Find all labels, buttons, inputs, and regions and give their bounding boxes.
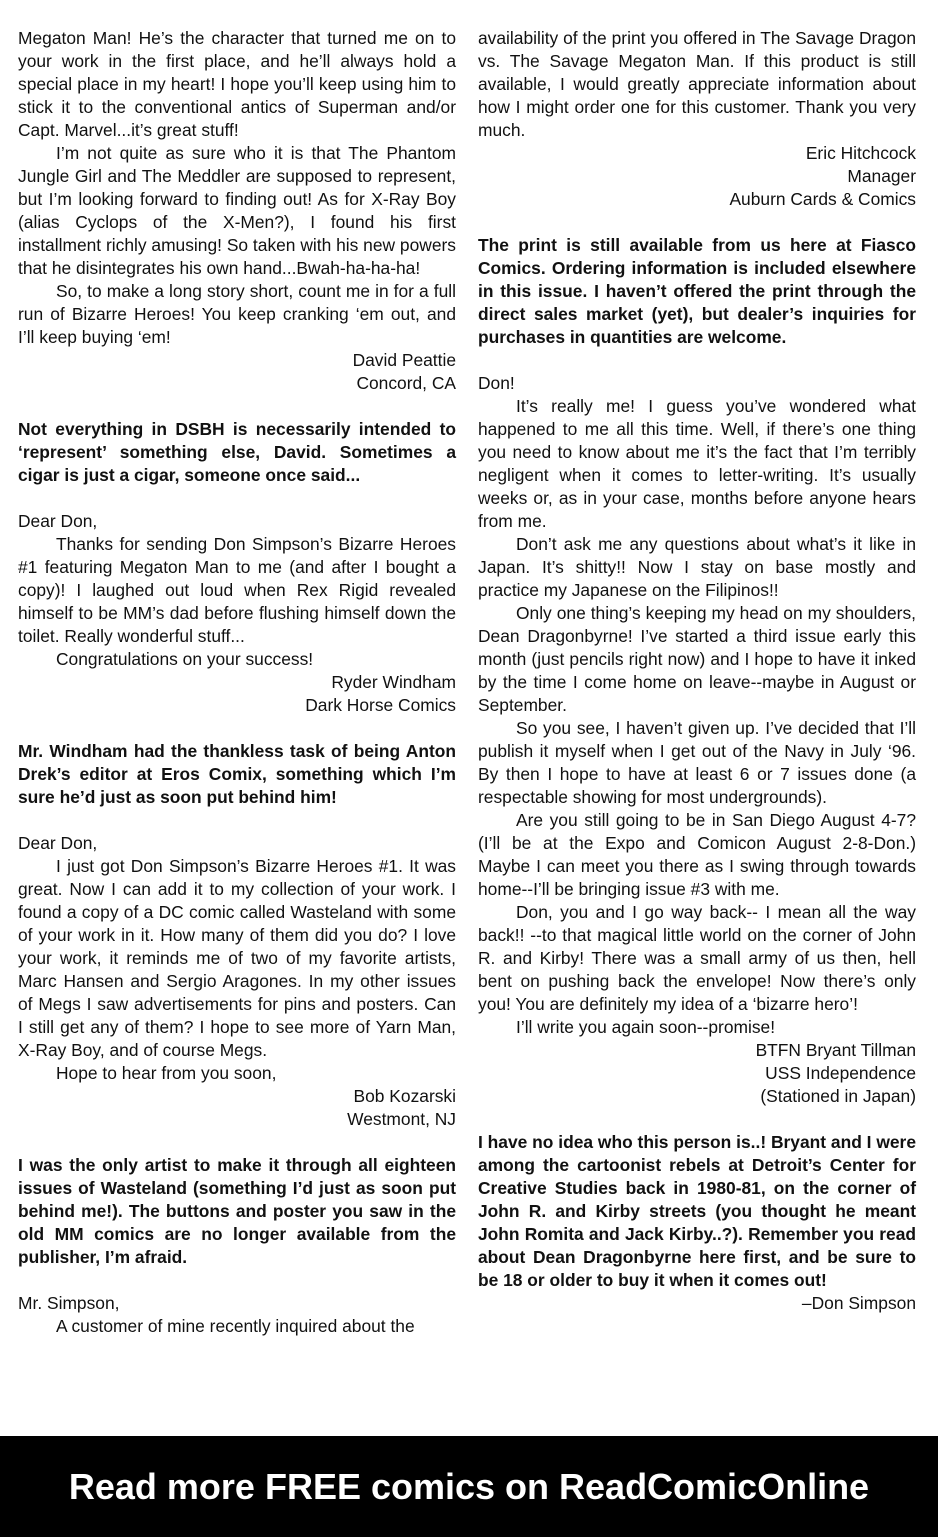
- letter-paragraph: Thanks for sending Don Simpson’s Bizarre Heroes #1 featuring Megaton Man to me (and after I bought a copy)! I laughed out loud when Rex Rigid revealed himself to be MM’s dad before flushing himself down the toilet. Really wonderful stuff...: [18, 534, 456, 646]
- signature-line: (Stationed in Japan): [760, 1086, 916, 1106]
- signature-line: USS Independence: [765, 1063, 916, 1083]
- letter-paragraph: Are you still going to be in San Diego August 4-7? (I’ll be at the Expo and Comicon August 2-8-Don.) Maybe I can meet you there as I swing through towards home--I’ll be bringing issue #3 with me.: [478, 810, 916, 899]
- letter-paragraph: So, to make a long story short, count me in for a full run of Bizarre Heroes! You keep cranking ‘em out, and I’ll keep buying ‘em!: [18, 281, 456, 347]
- paragraph-gap: [478, 211, 916, 234]
- paragraph-gap: [18, 809, 456, 832]
- paragraph-gap: [18, 395, 456, 418]
- letter-paragraph: Don!: [478, 373, 515, 393]
- letter-paragraph: Only one thing’s keeping my head on my shoulders, Dean Dragonbyrne! I’ve started a third issue early this month (just pencils right now) and I hope to have it inked by the time I come home on leave--maybe in August or September.: [478, 603, 916, 715]
- signature-line: Ryder Windham: [331, 672, 456, 692]
- editor-response: I have no idea who this person is..! Bryant and I were among the cartoonist rebels at Detroit’s Center for Creative Studies back in 1980-81, on the corner of John R. and Kirby streets (you thought he meant John Romita and Jack Kirby..?). Remember you read about Dean Dragonbyrne here first, and be sure to be 18 or older to buy it when it comes out!: [478, 1132, 916, 1290]
- signature-line: Dark Horse Comics: [305, 695, 456, 715]
- letter-paragraph: I’m not quite as sure who it is that The Phantom Jungle Girl and The Meddler are supposed to represent, but I’m looking forward to finding out! As for X-Ray Boy (alias Cyclops of the X-Men?), I found his first installment richly amusing! So taken with his new powers that he disintegrates his own hand...Bwah-ha-ha-ha!: [18, 143, 456, 278]
- paragraph-gap: [18, 1269, 456, 1292]
- paragraph-gap: [18, 717, 456, 740]
- signature-line: –Don Simpson: [801, 1293, 916, 1313]
- editor-response: Mr. Windham had the thankless task of being Anton Drek’s editor at Eros Comix, something which I’m sure he’d just as soon put behind him!: [18, 741, 456, 807]
- signature-line: Auburn Cards & Comics: [729, 189, 916, 209]
- letter-paragraph: Mr. Simpson,: [18, 1293, 120, 1313]
- letter-paragraph: I’ll write you again soon--promise!: [516, 1017, 776, 1037]
- letter-paragraph: Don’t ask me any questions about what’s it like in Japan. It’s shitty!! Now I stay on base mostly and practice my Japanese on the Filipinos!!: [478, 534, 916, 600]
- letter-paragraph: Dear Don,: [18, 511, 98, 531]
- letter-paragraph: It’s really me! I guess you’ve wondered what happened to me all this time. Well, if there’s one thing you need to know about me it’s the fact that I’m terribly negligent when it comes to letter-writing. It’s usually weeks or, as in your case, months before anyone hears from me.: [478, 396, 916, 531]
- letter-paragraph: I just got Don Simpson’s Bizarre Heroes #1. It was great. Now I can add it to my collection of your work. I found a copy of a DC comic called Wasteland with some of your work in it. How many of them did you do? I love your work, it reminds me of two of my favorite artists, Marc Hansen and Sergio Aragones. In my other issues of Megs I saw advertisements for pins and posters. Can I still get any of them? I hope to see more of Yarn Man, X-Ray Boy, and of course Megs.: [18, 856, 456, 1060]
- paragraph-gap: [18, 487, 456, 510]
- signature-line: Manager: [847, 166, 916, 186]
- left-column: [18, 27, 456, 1338]
- letter-paragraph: So you see, I haven’t given up. I’ve decided that I’ll publish it myself when I get out of the Navy in July ‘96. By then I hope to have at least 6 or 7 issues done (a respectable showing for most undergrounds).: [478, 718, 916, 807]
- editor-response: The print is still available from us here at Fiasco Comics. Ordering information is included elsewhere in this issue. I haven’t offered the print through the direct sales market (yet), but dealer’s inquiries for purchases in quantities are welcome.: [478, 235, 916, 347]
- signature-line: Bob Kozarski: [353, 1086, 456, 1106]
- promo-banner[interactable]: Read more FREE comics on ReadComicOnline: [0, 1436, 938, 1537]
- signature-line: Concord, CA: [356, 373, 456, 393]
- letter-paragraph: Hope to hear from you soon,: [56, 1063, 277, 1083]
- letter-paragraph: Dear Don,: [18, 833, 98, 853]
- letter-paragraph: Congratulations on your success!: [56, 649, 314, 669]
- editor-response: I was the only artist to make it through all eighteen issues of Wasteland (something I’d just as soon put behind me!). The buttons and poster you saw in the old MM comics are no longer available from the publisher, I’m afraid.: [18, 1155, 456, 1267]
- paragraph-gap: [18, 1131, 456, 1154]
- letter-paragraph: Don, you and I go way back-- I mean all the way back!! --to that magical little world on the corner of John R. and Kirby! There was a small army of us then, hell bent on pushing back the envelope! Now there’s only you! You are definitely my idea of a ‘bizarre hero’!: [478, 902, 916, 1014]
- signature-line: David Peattie: [352, 350, 456, 370]
- right-column: [478, 27, 916, 1315]
- letter-paragraph: Megaton Man! He’s the character that turned me on to your work in the first place, and he’ll always hold a special place in my heart! I hope you’ll keep using him to stick it to the conventional antics of Superman and/or Capt. Marvel...it’s great stuff!: [18, 28, 456, 140]
- letter-paragraph: A customer of mine recently inquired about the: [56, 1316, 415, 1336]
- paragraph-gap: [478, 1108, 916, 1131]
- paragraph-gap: [478, 349, 916, 372]
- signature-line: Eric Hitchcock: [805, 143, 916, 163]
- editor-response: Not everything in DSBH is necessarily intended to ‘represent’ something else, David. Sometimes a cigar is just a cigar, someone once said...: [18, 419, 456, 485]
- letter-paragraph: availability of the print you offered in The Savage Dragon vs. The Savage Megaton Man. If this product is still available, I would greatly appreciate information about how I might order one for this customer. Thank you very much.: [478, 28, 916, 140]
- signature-line: BTFN Bryant Tillman: [755, 1040, 916, 1060]
- signature-line: Westmont, NJ: [347, 1109, 456, 1129]
